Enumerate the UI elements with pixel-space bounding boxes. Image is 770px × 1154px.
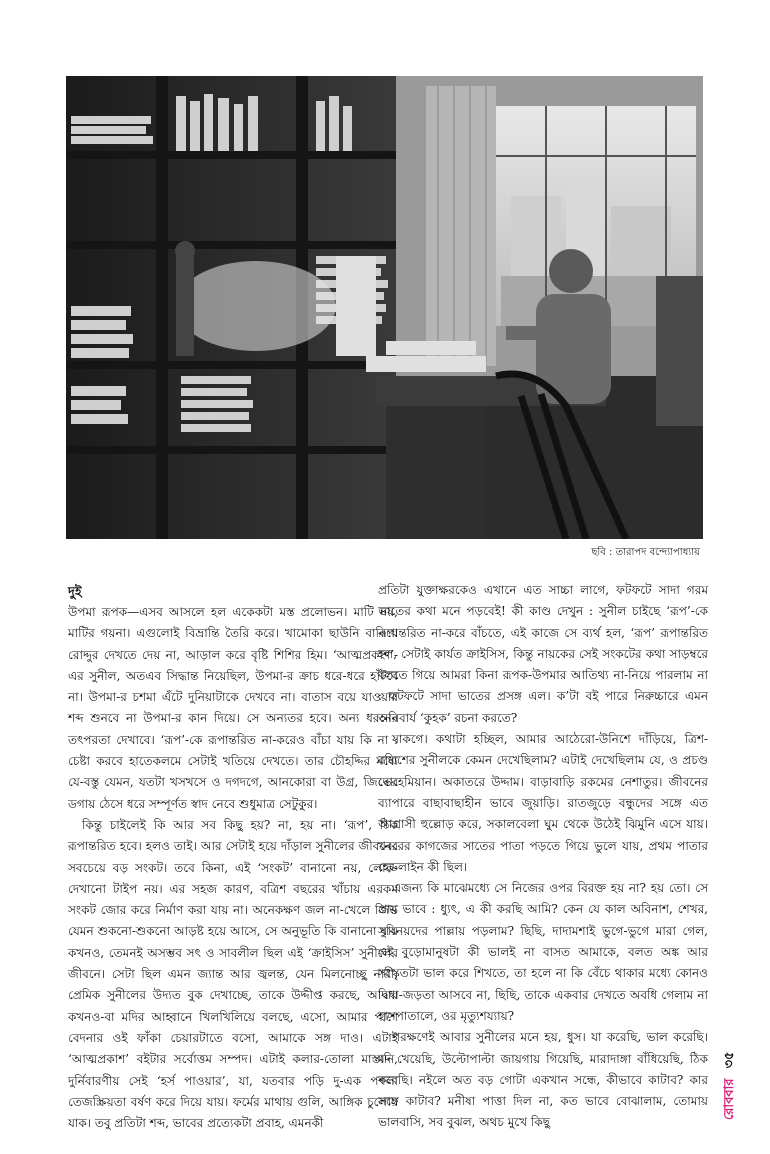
section-heading: দুই xyxy=(68,585,82,600)
left-column xyxy=(68,584,398,1134)
right-column xyxy=(378,580,708,1134)
paragraph: উপমা রূপক—এসব আসলে হল একেকটা মস্ত প্রলোভন। মাটি নয়, মাটির গয়না। এগুলোই বিভ্রান্তি তৈরি করে। খামোকা ছাউনি বানিয়ে রোদ্দুর দেখতে দেয় না, আড়াল করে বৃষ্টি শিশির হিম। ‘আত্মপ্রকাশ’-এর সুনীল, অতএব সিদ্ধান্ত নিয়েছিল, উপমা-র ক্রাচ ধরে-ধরে হাঁটবে না। উপমা-র চশমা এঁটে দুনিয়াটাকে দেখবে না। বাতাস বয়ে যাওয়ার শব্দ শুনবে না উপমা-র কান দিয়ে। সে অন্যতর হবে। অন্য ধরনের তৎপরতা দেখাবে। ‘রূপ’-কে রূপান্তরিত না-করেও বাঁচা যায় কি না : চেষ্টা করবে হাতেকলমে সেটাই খতিয়ে দেখতে। তার চৌহদ্দির মধ্যে যে-বস্তু যেমন, যতটা খসখসে ও দগদগে, আনকোরা বা উগ্র, জিভের ডগায় ঠেসে ধরে সম্পূর্ণত স্বাদ নেবে শুধুমাত্র সেটুকুর। xyxy=(68,605,398,811)
photo xyxy=(66,76,703,539)
sidebar-folio xyxy=(720,990,760,1120)
paragraph: কিন্তু চাইলেই কি আর সব কিছু হয়? না, হয় না। ‘রূপ’, ঠিক রূপান্তরিত হবে। হলও তাই। আর সেটাই হয়ে দাঁড়াল সুনীলের জীবনের সবচেয়ে বড় সংকট। তবে কিনা, এই ‘সংকট’ বানানো নয়, লোক-দেখানো টাইপ নয়। এর সহজ কারণ, বত্রিশ বছরের খাঁচায় এরকম সংকট জোর করে নির্মাণ করা যায় না। অনেকক্ষণ জল না-খেলে জিভ যেমন শুকনো-শুকনো আড়ষ্ট হয়ে আসে, সে অনুভূতি কি বানানো যায় কখনও, তেমনই অসম্ভব সৎ ও সাবলীল ছিল এই ‘ক্রাইসিস’ সুনীলের জীবনে। সেটা ছিল এমন জ্যান্ত আর জ্বলন্ত, যেন মিলনোচ্ছু নারী, প্রেমিক সুনীলের উদ্যত বুক দেখাচ্ছে, তাকে উদ্দীপ্ত করছে, আবার কখনও-বা মদির আহ্বানে খিলখিলিয়ে বলছে, এসো, আমার পাশে বেদনার ওই ফাঁকা চেয়ারটাতে বসো, আমাকে সঙ্গ দাও। এটাই ‘আত্মপ্রকাশ’ বইটার সর্বোত্তম সম্পদ। এটাই কলার-তোলা মাস্তানি, দুর্নিবারণীয় সেই ‘হর্স পাওয়ার’, যা, যতবার পড়ি দু-এক পশলা তেজস্ক্রিয়তা বর্ষণ করে দিয়ে যায়। ফর্মের মাথায় গুলি, আঙ্গিক চুলোয় যাক। তবু প্রতিটা শব্দ, ভাবের প্রত্যেকটা প্রবাহ, এমনকী xyxy=(68,817,398,1131)
paragraph: যাকগে। কথাটা হচ্ছিল, আমার আঠেরো-উনিশে দাঁড়িয়ে, ত্রিশ-বত্রিশের সুনীলকে কেমন দেখেছিলাম? এটাই দেখেছিলাম যে, ও প্রচণ্ড বোহেমিয়ান। অকাতরে উদ্দাম। বাড়াবাড়ি রকমের নেশাতুর। জীবনের ব্যাপারে বাছাবাছাহীন ভাবে জুয়াড়ি। রাতজুড়ে বন্ধুদের সঙ্গে এত আগ্রাসী হুল্লোড় করে, সকালবেলা ঘুম থেকে উঠেই ঝিমুনি এসে যায়। খবরের কাগজের সাতের পাতা পড়তে গিয়ে ভুলে যায়, প্রথম পাতার হেডলাইন কী ছিল। xyxy=(378,732,708,874)
study-photo-illustration xyxy=(66,76,703,539)
photo-caption: ছবি : তারাপদ বন্দ্যোপাধ্যায় xyxy=(591,547,700,558)
page-number: ৩৫ xyxy=(722,1051,737,1069)
brand-name: রোববার xyxy=(722,1078,737,1120)
paragraph: এজন্য কি মাঝেমধ্যে সে নিজের ওপর বিরক্ত হয় না? হয় তো। সে প্রায় ভাবে : ধ্যুৎ, এ কী করছি আমি? কেন যে কাল অবিনাশ, শেখর, সুবিনয়দের পাল্লায় পড়লাম? ছিছি, দাদামশাই ভুগে-ভুগে মারা গেল, এই বুড়োমানুষটা কী ভালই না বাসত আমাকে, বলত অঙ্ক আর সংস্কৃতটা ভাল করে শিখতে, তা হলে না কি বেঁচে থাকার মধ্যে কোনও দ্বিধা-জড়তা আসবে না, ছিছি, তাকে একবার দেখতে অবধি গেলাম না হাসপাতালে, ওর মৃত্যুশয্যায়? xyxy=(378,881,708,1023)
paragraph: প্রতিটা যুক্তাক্ষরকেও এখানে এত সাচ্চা লাগে, ফটফটে সাদা গরম ভাতের কথা মনে পড়বেই! কী কাণ্ড দেখুন : সুনীল চাইছে ‘রূপ’-কে রূপান্তরিত না-করে বাঁচতে, এই কাজে সে ব্যর্থ হল, ‘রূপ’ রূপান্তরিত হল, সেটাই কার্যত ক্রাইসিস, কিন্তু নায়কের সেই সংকটের কথা সাড়ম্বরে বলতে গিয়ে আমরা কিনা রূপক-উপমার আতিথ্য না-নিয়ে পারলাম না : ফটফটে সাদা ভাতের প্রসঙ্গ এল। ক’টা বই পারে নিরুচ্চারে এমন অনিবার্য ‘কুহক’ রচনা করতে? xyxy=(378,583,708,725)
paragraph: পরক্ষণেই আবার সুনীলের মনে হয়, ধুস। যা করেছি, ভাল করেছি। মদ খেয়েছি, উল্টোপাল্টা জায়গায় গিয়েছি, মারাদাঙ্গা বাঁধিয়েছি, ঠিক করেছি। নইলে অত বড় গোটা একখান সন্ধে, কীভাবে কাটাব? কার সঙ্গে কাটাব? মনীষা পাত্তা দিল না, কত ভাবে বোঝালাম, তোমায় ভালবাসি, সব বুঝল, অথচ মুখে কিছু xyxy=(378,1030,708,1130)
